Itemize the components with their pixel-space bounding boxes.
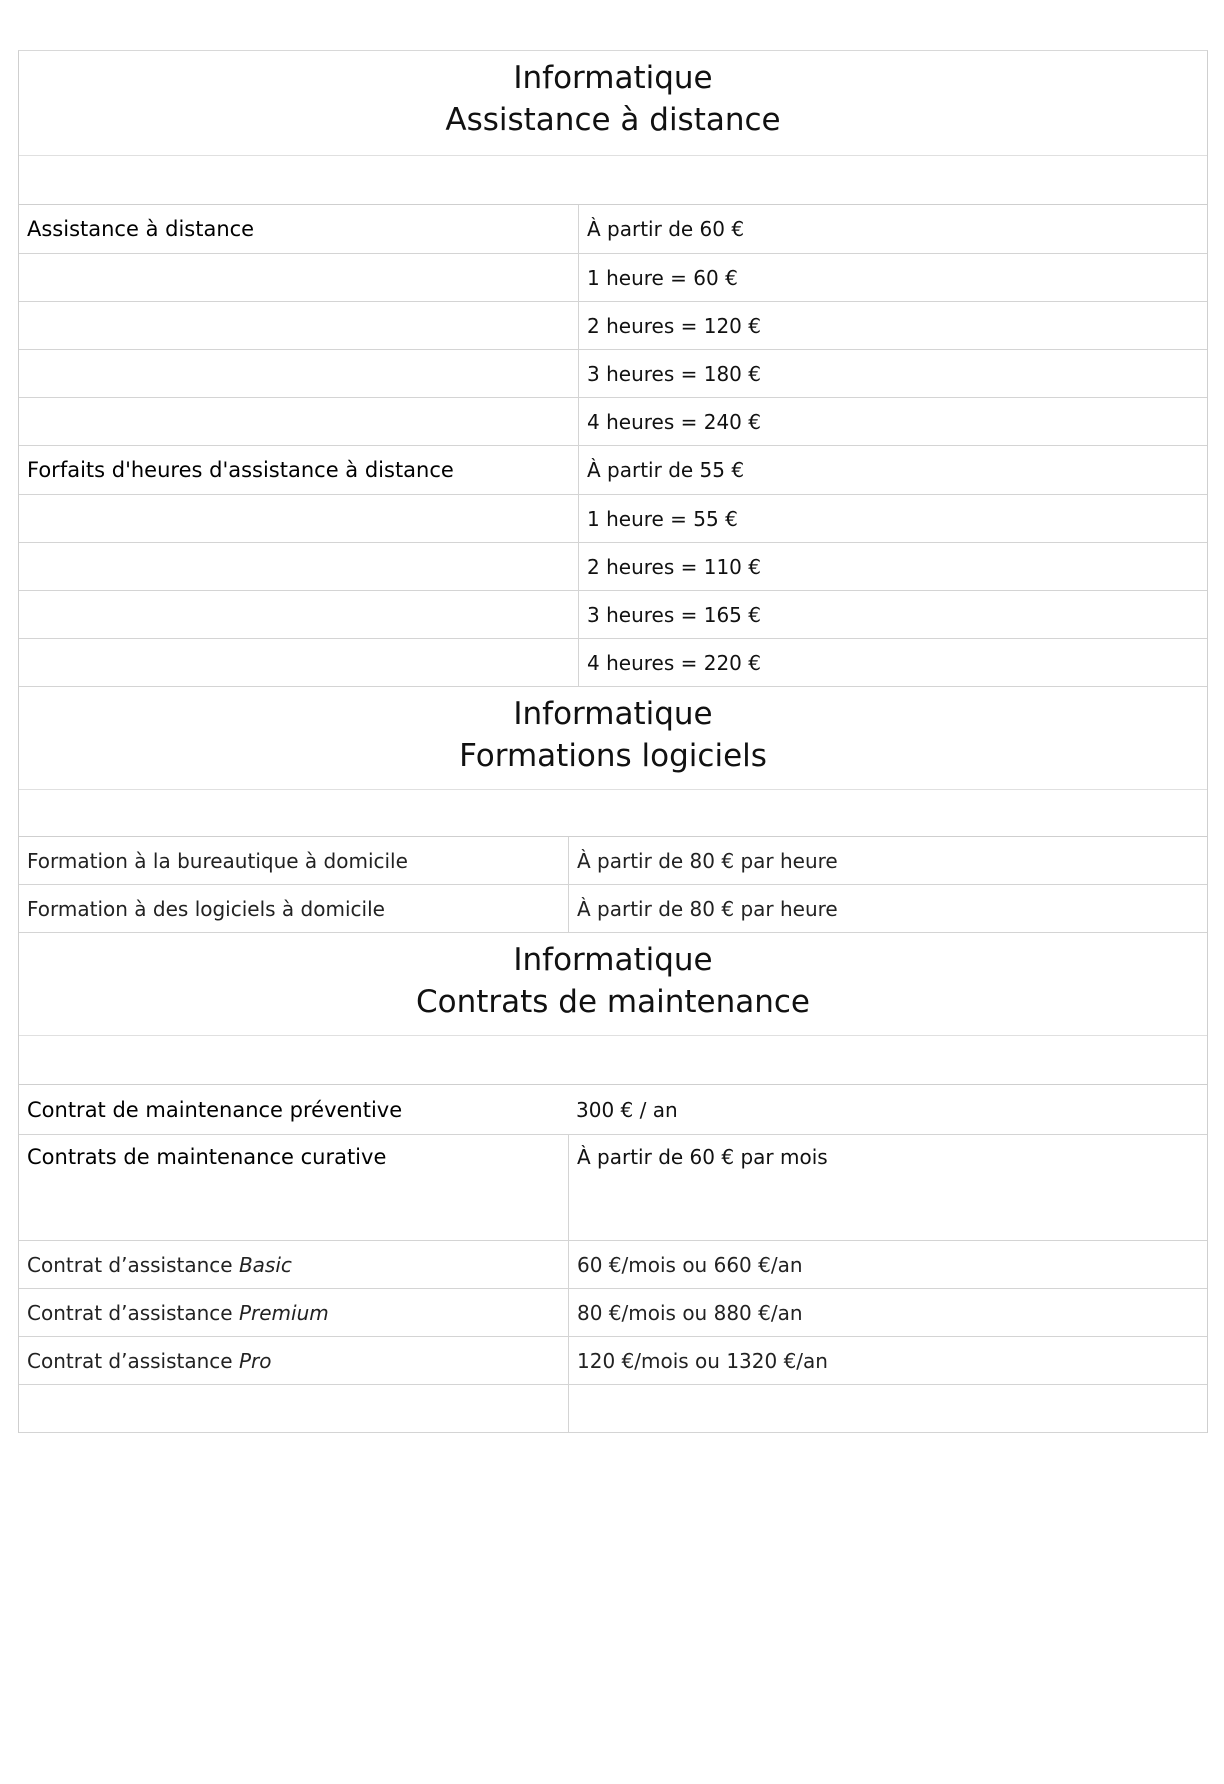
table-row xyxy=(19,254,1207,302)
table-row xyxy=(19,1241,1207,1289)
row-label xyxy=(19,495,578,542)
table-row xyxy=(19,1337,1207,1385)
section-title-line1: Informatique xyxy=(513,942,713,978)
table-row xyxy=(19,1085,1207,1135)
row-label xyxy=(19,398,578,445)
row-value: 1 heure = 60 € xyxy=(578,254,1207,301)
contract-tier: Basic xyxy=(238,1252,292,1277)
row-value: 120 €/mois ou 1320 €/an xyxy=(568,1337,1207,1384)
table-row xyxy=(19,1135,1207,1241)
table-row xyxy=(19,398,1207,446)
row-value: À partir de 55 € xyxy=(578,446,1207,494)
contract-prefix: Contrat d’assistance xyxy=(27,1348,239,1373)
table-row xyxy=(19,885,1207,933)
row-label xyxy=(19,1337,568,1384)
contract-tier: Pro xyxy=(238,1348,272,1373)
row-label: Assistance à distance xyxy=(27,217,255,241)
row-label: Forfaits d'heures d'assistance à distance xyxy=(27,458,454,482)
table-row xyxy=(19,591,1207,639)
row-value: 4 heures = 240 € xyxy=(578,398,1207,445)
section-title-line2: Assistance à distance xyxy=(445,102,781,138)
row-label xyxy=(19,302,578,349)
row-label xyxy=(19,639,578,686)
contract-tier: Premium xyxy=(238,1300,329,1325)
row-label: Contrat de maintenance préventive xyxy=(27,1097,403,1122)
row-label xyxy=(19,1385,568,1432)
section-header-software-training xyxy=(19,687,1207,837)
row-label xyxy=(19,1289,568,1336)
table-row xyxy=(19,446,1207,495)
row-value: 60 €/mois ou 660 €/an xyxy=(568,1241,1207,1288)
row-value: À partir de 60 € par mois xyxy=(568,1135,1207,1240)
row-value: 2 heures = 110 € xyxy=(578,543,1207,590)
row-label xyxy=(19,591,578,638)
section-title-line1: Informatique xyxy=(513,60,713,96)
row-value: 80 €/mois ou 880 €/an xyxy=(568,1289,1207,1336)
table-row xyxy=(19,1289,1207,1337)
table-row xyxy=(19,837,1207,885)
contract-prefix: Contrat d’assistance xyxy=(27,1300,239,1325)
table-row xyxy=(19,639,1207,687)
table-row xyxy=(19,1385,1207,1433)
row-value: 1 heure = 55 € xyxy=(578,495,1207,542)
row-value: 2 heures = 120 € xyxy=(578,302,1207,349)
row-label: Contrats de maintenance curative xyxy=(27,1145,387,1169)
row-value: 300 € / an xyxy=(576,1097,678,1122)
table-row xyxy=(19,543,1207,591)
section-header-maintenance-contracts xyxy=(19,933,1207,1085)
row-value: 3 heures = 180 € xyxy=(578,350,1207,397)
table-row xyxy=(19,302,1207,350)
row-label xyxy=(19,350,578,397)
section-title-line2: Formations logiciels xyxy=(459,738,767,774)
table-row xyxy=(19,205,1207,254)
row-label xyxy=(19,254,578,301)
section-title-line2: Contrats de maintenance xyxy=(415,984,810,1020)
row-value: À partir de 80 € par heure xyxy=(568,837,1207,884)
table-row xyxy=(19,350,1207,398)
row-value: À partir de 60 € xyxy=(578,205,1207,253)
price-sheet xyxy=(18,50,1208,1433)
row-label: Formation à des logiciels à domicile xyxy=(27,896,385,921)
row-label xyxy=(19,1241,568,1288)
section-header-remote-assistance xyxy=(19,51,1207,205)
row-value: À partir de 80 € par heure xyxy=(568,885,1207,932)
contract-prefix: Contrat d’assistance xyxy=(27,1252,239,1277)
row-label xyxy=(19,543,578,590)
section-title-line1: Informatique xyxy=(513,696,713,732)
row-label: Formation à la bureautique à domicile xyxy=(27,848,408,873)
table-row xyxy=(19,495,1207,543)
row-value: 3 heures = 165 € xyxy=(578,591,1207,638)
row-value: 4 heures = 220 € xyxy=(578,639,1207,686)
row-value xyxy=(568,1385,1207,1432)
